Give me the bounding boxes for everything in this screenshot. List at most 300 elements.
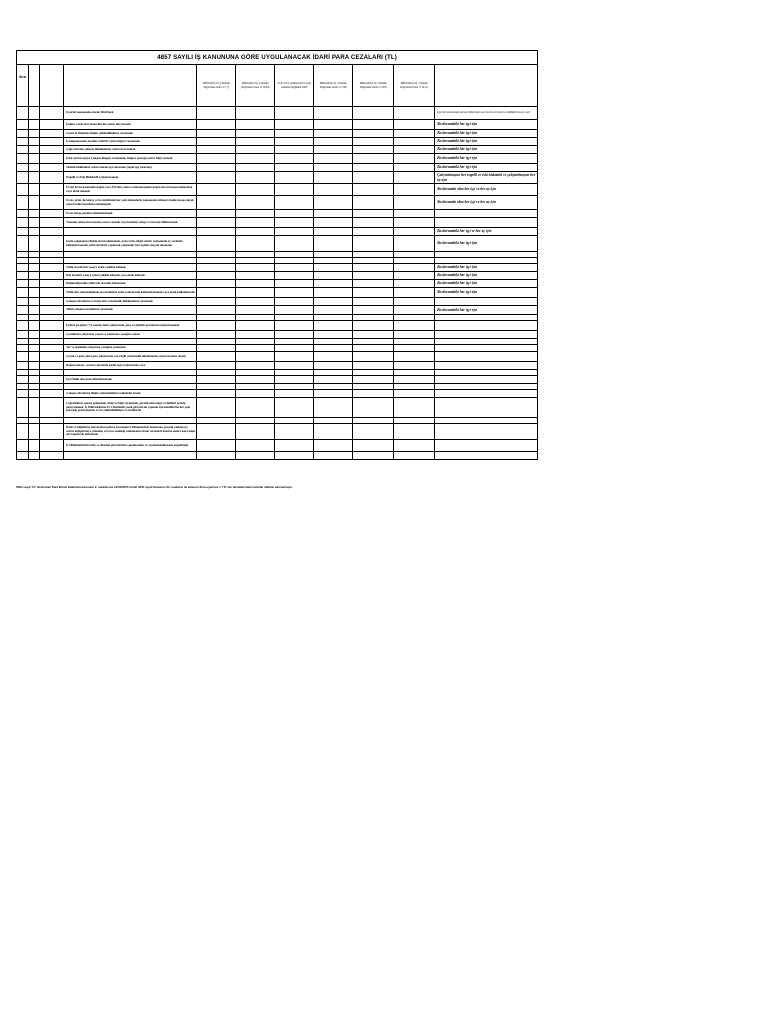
- header-blank: [29, 65, 39, 107]
- row-description: Çağrıldıkları zaman gelmemek, ifade ve bilgi vermemek, gerekli olan belge ve delilleri getirip göstermemek, İş Müfettişlerine 92.1.Maddede yazılı görevlerini yapmak için kendilerine her çeşit kolaylığı göstermemek ve bu yükümlülüklere ve isteklerini: [64, 398, 197, 418]
- column-header: MİKTARI (TL) ( Yeniden Değerleme Oranı % 10,11): [394, 65, 435, 107]
- table-cell: [353, 196, 394, 210]
- table-cell: [236, 288, 275, 298]
- table-cell: [394, 210, 435, 218]
- table-row: [17, 196, 538, 210]
- table-cell: [353, 298, 394, 306]
- table-cell: [353, 146, 394, 154]
- table-cell: [353, 138, 394, 146]
- table-cell: [353, 154, 394, 164]
- row-note: İşyerini zamanında olarak bildirmeyen işveren ile alt işveren veddiklerine ayrı ayrı: [435, 107, 538, 120]
- row-description: Yıllık izin yönetmeliğinde esa usullerine aykırı olarak izni kullandırmamak veya eksik kullandırmak: [64, 288, 197, 298]
- table-cell: [197, 210, 236, 218]
- table-cell: [17, 184, 29, 196]
- table-cell: [197, 236, 236, 252]
- table-cell: [275, 107, 314, 120]
- table-cell: [236, 210, 275, 218]
- table-cell: [314, 321, 353, 331]
- table-cell: [275, 424, 314, 440]
- table-cell: [39, 398, 64, 418]
- table-cell: [275, 306, 314, 315]
- table-cell: [275, 352, 314, 362]
- table-cell: [17, 264, 29, 272]
- table-row: [17, 218, 538, 228]
- row-note: [435, 440, 538, 452]
- table-cell: [236, 196, 275, 210]
- table-cell: [17, 424, 29, 440]
- table-cell: [39, 164, 64, 172]
- table-cell: [275, 120, 314, 130]
- table-cell: [275, 345, 314, 352]
- table-cell: [314, 196, 353, 210]
- table-cell: [314, 376, 353, 384]
- table-cell: [353, 306, 394, 315]
- table-cell: [29, 306, 39, 315]
- table-cell: [353, 264, 394, 272]
- table-cell: [236, 345, 275, 352]
- table-cell: [39, 298, 64, 306]
- table-cell: [236, 452, 275, 460]
- row-description: Çağrı üzerine çalışma hükümlerine aykırı davranmak: [64, 146, 197, 154]
- table-cell: [17, 398, 29, 418]
- table-cell: [236, 306, 275, 315]
- row-description: İş Müfettişlerinin teftiş ve denetim görevlerinin yapılmasının ve yasaklanabilmesine engellemek: [64, 440, 197, 452]
- table-cell: [314, 236, 353, 252]
- table-row: [17, 321, 538, 331]
- table-cell: [17, 172, 29, 184]
- table-cell: [314, 264, 353, 272]
- table-cell: [29, 264, 39, 272]
- table-cell: [236, 138, 275, 146]
- table-cell: [17, 146, 29, 154]
- table-cell: [29, 298, 39, 306]
- row-description: İş ulaşlamasının tarafları belirtir yazılı belgeyi vermemek: [64, 138, 197, 146]
- table-cell: [39, 154, 64, 164]
- table-cell: [39, 352, 64, 362]
- table-cell: [29, 280, 39, 288]
- header-blank: [39, 65, 64, 107]
- table-cell: [394, 345, 435, 352]
- table-cell: [275, 362, 314, 370]
- table-cell: [275, 440, 314, 452]
- table-cell: [29, 440, 39, 452]
- table-row: [17, 130, 538, 138]
- table-cell: [29, 362, 39, 370]
- table-cell: [197, 321, 236, 331]
- table-cell: [197, 331, 236, 339]
- table-cell: [197, 228, 236, 236]
- table-cell: [29, 130, 39, 138]
- table-cell: [39, 345, 64, 352]
- table-cell: [275, 321, 314, 331]
- column-header: MİKTARI (TL) ( Yeniden Değerleme Oranı % 3,93): [353, 65, 394, 107]
- table-cell: [236, 236, 275, 252]
- table-cell: [29, 390, 39, 398]
- row-description: İzin ücretini yasaya aykırı şekilde ödemek veya eksik ödemek: [64, 272, 197, 280]
- row-note: Bu durumdaki her işçi için: [435, 146, 538, 154]
- table-row: [17, 107, 538, 120]
- table-cell: [29, 146, 39, 154]
- table-cell: [197, 218, 236, 228]
- table-cell: [394, 130, 435, 138]
- table-cell: [275, 236, 314, 252]
- table-cell: [353, 218, 394, 228]
- table-cell: [29, 154, 39, 164]
- row-note: Bu durumdaki her işçi için: [435, 120, 538, 130]
- table-cell: [197, 298, 236, 306]
- table-cell: [39, 172, 64, 184]
- table-row: [17, 184, 538, 196]
- row-description: Mutlak hükümlere aykırı olarak işçi çıkarmak (toplu işçi çıkarma): [64, 164, 197, 172]
- table-cell: [275, 164, 314, 172]
- table-cell: [314, 345, 353, 352]
- row-note: [435, 298, 538, 306]
- table-cell: [39, 424, 64, 440]
- table-cell: [197, 272, 236, 280]
- table-title: 4857 SAYILI İŞ KANUNUNA GÖRE UYGULANACAK İDARİ PARA CEZALARI (TL): [17, 51, 538, 65]
- column-header: MİKTARI (TL) ( Yeniden Değerleme Oranı % 10,94): [236, 65, 275, 107]
- table-row: [17, 362, 538, 370]
- table-cell: [39, 264, 64, 272]
- table-cell: [17, 331, 29, 339]
- table-cell: [275, 298, 314, 306]
- table-row: [17, 164, 538, 172]
- table-cell: [394, 264, 435, 272]
- table-cell: [275, 146, 314, 154]
- row-description: Geçici İş İlişkisine ilişkin yükümlülüklere uymamak: [64, 130, 197, 138]
- table-cell: [394, 107, 435, 120]
- row-note: Bu durumdaki her işçi için: [435, 236, 538, 252]
- table-cell: [197, 164, 236, 172]
- row-note: [435, 218, 538, 228]
- table-cell: [39, 184, 64, 196]
- row-description: [64, 228, 197, 236]
- header-blank: [64, 65, 197, 107]
- table-row: [17, 138, 538, 146]
- table-cell: [197, 440, 236, 452]
- table-cell: [394, 218, 435, 228]
- table-cell: [275, 218, 314, 228]
- table-cell: [314, 452, 353, 460]
- table-cell: [17, 440, 29, 452]
- table-row: [17, 398, 538, 418]
- table-cell: [353, 321, 394, 331]
- table-cell: [29, 138, 39, 146]
- table-cell: [394, 236, 435, 252]
- row-description: Çocuk ve genç işleri gece çalıştırmak veya ilgili yönetmelik hükümlerine aykırı hareket etmek: [64, 352, 197, 362]
- table-cell: [394, 298, 435, 306]
- table-cell: [17, 280, 29, 288]
- row-description: Fazla çalışmalara ilişkin ücreti ödememek, işçiye fark etkiği sebebi, zamanında ay zarfında kullandırmamak, fazla sürelerle yapılacak çalışmalar için işçinin onayını almamak.: [64, 236, 197, 252]
- table-cell: [39, 452, 64, 460]
- table-row: [17, 288, 538, 298]
- table-cell: [353, 288, 394, 298]
- table-cell: [29, 107, 39, 120]
- table-cell: [29, 272, 39, 280]
- row-note: Bu durumdaki her işçi için: [435, 138, 538, 146]
- table-row: [17, 272, 538, 280]
- row-description: İfade ve bilgilerine başvurulan işçilere işverenlerce bilinmeksizin bulunmaz, gerçeği saklamaya zorlar değiştirmeye yönelmiş veya bu tanıklığı sonlamalara ifade vermeleri üzerine onlara karşı kötü davranışlarda bulunmak: [64, 424, 197, 440]
- table-cell: [197, 107, 236, 120]
- penalty-table: [16, 50, 538, 460]
- table-cell: [29, 218, 39, 228]
- table-cell: [39, 210, 64, 218]
- row-description: Telafi çalışması usullerine uymamak: [64, 306, 197, 315]
- table-row: [17, 298, 538, 306]
- table-cell: [197, 280, 236, 288]
- row-note: [435, 331, 538, 339]
- row-note: [435, 376, 538, 384]
- table-cell: [394, 288, 435, 298]
- table-cell: [17, 138, 29, 146]
- table-cell: [394, 196, 435, 210]
- table-cell: [197, 146, 236, 154]
- table-cell: [17, 362, 29, 370]
- table-cell: [39, 130, 64, 138]
- table-cell: [197, 130, 236, 138]
- table-cell: [314, 146, 353, 154]
- table-cell: [29, 452, 39, 460]
- column-header: MİKTARI (TL) ( Yeniden Değerleme Oranı % 7,89): [314, 65, 353, 107]
- table-cell: [275, 184, 314, 196]
- table-cell: [394, 376, 435, 384]
- table-cell: [394, 390, 435, 398]
- row-description: Yıllık ücretli izni yasaya aykırı şekilde bölmek.: [64, 264, 197, 272]
- table-cell: [394, 321, 435, 331]
- row-description: [64, 452, 197, 460]
- table-cell: [17, 120, 29, 130]
- table-row: [17, 452, 538, 460]
- table-cell: [29, 331, 39, 339]
- column-header: 01.01.2011 tarihinde 6215 sayılı kanunun değişiklik 2009: [275, 65, 314, 107]
- table-cell: [236, 321, 275, 331]
- table-cell: [17, 196, 29, 210]
- table-cell: [314, 280, 353, 288]
- sira-header: Sıra: [17, 65, 29, 107]
- table-cell: [29, 352, 39, 362]
- row-description: İşyerini zamanında olarak bildirmek: [64, 107, 197, 120]
- table-cell: [29, 228, 39, 236]
- row-note: Bu durumda olan her işçi ve her ay için: [435, 196, 538, 210]
- table-cell: [236, 172, 275, 184]
- table-cell: [39, 272, 64, 280]
- table-cell: [236, 146, 275, 154]
- table-cell: [39, 288, 64, 298]
- footer-note: 5083 sayılı T.C. Devletinin Para Birimi Hakkında Kanunun 2. maddesine 21/04/2005 tarihli 5335 sayılı Kanunun 32. maddesi ile eklenen fıkra uyarınca 1 YTL'nin altındaki kalan tutarlar dikkate alınmamıştır.: [16, 485, 293, 489]
- table-cell: [17, 218, 29, 228]
- table-cell: [275, 154, 314, 164]
- table-cell: [275, 280, 314, 288]
- row-note: [435, 345, 538, 352]
- table-cell: [39, 321, 64, 331]
- table-cell: [394, 440, 435, 452]
- table-cell: [236, 398, 275, 418]
- table-row: [17, 376, 538, 384]
- table-cell: [236, 164, 275, 172]
- row-note: Bu durumdaki her işçi için: [435, 130, 538, 138]
- table-cell: [275, 264, 314, 272]
- table-cell: [17, 306, 29, 315]
- table-row: [17, 236, 538, 252]
- table-cell: [39, 440, 64, 452]
- penalty-table-sheet: [16, 50, 538, 460]
- table-cell: [197, 172, 236, 184]
- table-cell: [29, 236, 39, 252]
- row-description: Doğum öncesi / sonrası sürelerde kadın işçiyi çalıştırmak veya: [64, 362, 197, 370]
- table-cell: [197, 345, 236, 352]
- table-cell: [197, 138, 236, 146]
- table-cell: [394, 398, 435, 418]
- table-cell: [39, 228, 64, 236]
- table-cell: [236, 298, 275, 306]
- table-cell: [353, 172, 394, 184]
- table-cell: [394, 154, 435, 164]
- row-note: [435, 210, 538, 218]
- table-cell: [236, 440, 275, 452]
- table-row: [17, 228, 538, 236]
- row-note: [435, 352, 538, 362]
- table-cell: [236, 120, 275, 130]
- table-cell: [275, 172, 314, 184]
- table-cell: [197, 120, 236, 130]
- table-row: [17, 120, 538, 130]
- table-cell: [197, 376, 236, 384]
- table-cell: [29, 345, 39, 352]
- table-cell: [39, 236, 64, 252]
- table-cell: [394, 184, 435, 196]
- table-cell: [314, 272, 353, 280]
- row-description: Hakkettiği halde yıllık izin ücretini ödememek: [64, 280, 197, 288]
- table-cell: [39, 390, 64, 398]
- table-row: [17, 424, 538, 440]
- table-cell: [197, 362, 236, 370]
- table-cell: [314, 120, 353, 130]
- table-cell: [236, 264, 275, 272]
- row-note: [435, 390, 538, 398]
- row-note: Bu durumdaki her işçi için: [435, 306, 538, 315]
- table-cell: [394, 452, 435, 460]
- table-row: [17, 154, 538, 164]
- table-cell: [314, 228, 353, 236]
- table-cell: [275, 130, 314, 138]
- table-cell: [314, 184, 353, 196]
- table-cell: [394, 424, 435, 440]
- table-cell: [197, 398, 236, 418]
- table-cell: [314, 154, 353, 164]
- row-description: Çalışma sürelerine ilişkin yönetmeliklere muhalefet etmek: [64, 390, 197, 398]
- row-description: İşellere yazılı davranma illerine aykırı davranmak: [64, 120, 197, 130]
- table-cell: [236, 184, 275, 196]
- table-cell: [275, 390, 314, 398]
- row-note: [435, 452, 538, 460]
- table-cell: [353, 331, 394, 339]
- table-cell: [236, 218, 275, 228]
- table-cell: [17, 345, 29, 352]
- row-note: Bu durumdaki her işçi için: [435, 288, 538, 298]
- table-cell: [353, 210, 394, 218]
- table-cell: [17, 352, 29, 362]
- table-cell: [314, 298, 353, 306]
- table-cell: [314, 390, 353, 398]
- table-cell: [314, 107, 353, 120]
- table-cell: [17, 130, 29, 138]
- table-cell: [314, 138, 353, 146]
- table-row: [17, 331, 538, 339]
- row-note: Bu durumdaki her işçi için: [435, 272, 538, 280]
- table-cell: [275, 138, 314, 146]
- table-cell: [394, 272, 435, 280]
- table-cell: [394, 120, 435, 130]
- table-cell: [236, 154, 275, 164]
- table-cell: [314, 440, 353, 452]
- header-blank: [435, 65, 538, 107]
- table-row: [17, 440, 538, 452]
- table-row: [17, 280, 538, 288]
- row-note: [435, 398, 538, 418]
- table-cell: [197, 306, 236, 315]
- table-cell: [394, 280, 435, 288]
- table-cell: [394, 331, 435, 339]
- table-cell: [314, 398, 353, 418]
- table-cell: [39, 196, 64, 210]
- row-note: [435, 424, 538, 440]
- table-cell: [39, 218, 64, 228]
- table-row: [17, 306, 538, 315]
- table-cell: [394, 362, 435, 370]
- table-row: [17, 345, 538, 352]
- table-cell: [17, 228, 29, 236]
- table-cell: [39, 146, 64, 154]
- table-cell: [29, 210, 39, 218]
- table-cell: [236, 376, 275, 384]
- table-cell: [236, 280, 275, 288]
- table-cell: [353, 440, 394, 452]
- table-cell: [275, 452, 314, 460]
- table-cell: [29, 120, 39, 130]
- table-cell: [314, 362, 353, 370]
- table-cell: [236, 424, 275, 440]
- row-note: [435, 362, 538, 370]
- table-cell: [236, 107, 275, 120]
- table-cell: [17, 210, 29, 218]
- row-description: Çalışma sürelerine ve buna dair yönetmelik hükümlerine uymamak: [64, 298, 197, 306]
- table-cell: [394, 352, 435, 362]
- table-cell: [17, 321, 29, 331]
- table-cell: [29, 376, 39, 384]
- table-cell: [197, 288, 236, 298]
- table-cell: [314, 331, 353, 339]
- row-note: Çalıştırılmayan her engelli ve eski hükümlü ve çalıştırılmayan her ay için: [435, 172, 538, 184]
- table-row: [17, 210, 538, 218]
- row-description: Ücreti ile bu kanundan doğan veya TİS'den yada iş sözleşmesinden doğan ücreti kasten ödememek veya eksik ödemek: [64, 184, 197, 196]
- table-cell: [39, 376, 64, 384]
- table-cell: [17, 288, 29, 298]
- table-cell: [353, 352, 394, 362]
- table-cell: [236, 352, 275, 362]
- table-cell: [197, 154, 236, 164]
- table-cell: [353, 452, 394, 460]
- table-cell: [353, 236, 394, 252]
- table-row: [17, 390, 538, 398]
- table-cell: [197, 196, 236, 210]
- table-cell: [29, 398, 39, 418]
- table-cell: [314, 172, 353, 184]
- table-cell: [314, 130, 353, 138]
- table-cell: [236, 331, 275, 339]
- table-cell: [17, 376, 29, 384]
- table-cell: [29, 196, 39, 210]
- table-cell: [353, 376, 394, 384]
